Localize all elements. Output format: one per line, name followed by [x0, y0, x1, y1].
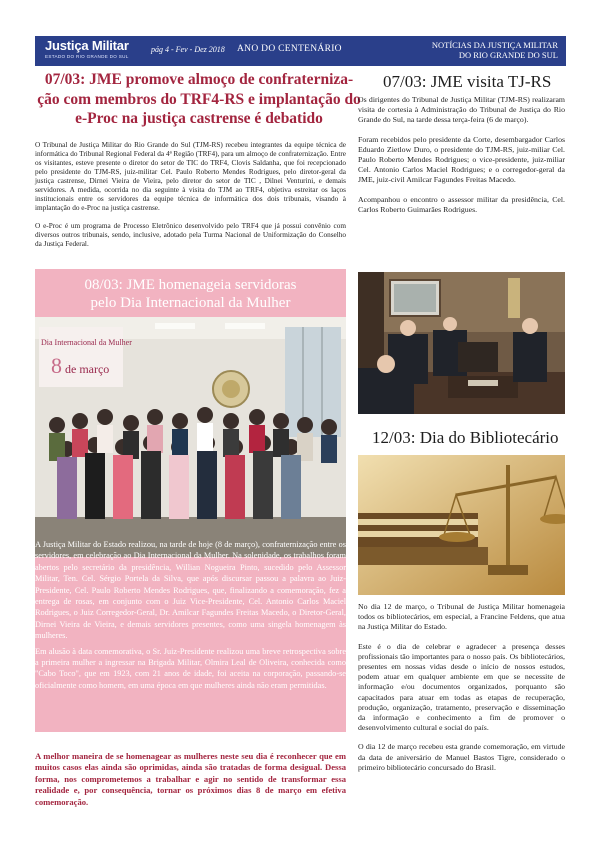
- womens-day-title-line2: pelo Dia Internacional da Mulher: [90, 295, 291, 311]
- womens-day-paragraph: A Justiça Militar do Estado realizou, na tarde de hoje (8 de março), confraternização entre os servidores, em celebração ao Dia Internacional da Mulher. Na solenidade, os trabalhos foram abertos pelo secretário da presidência, Willian Nogueira Pinto, sucedido pelo Assessor Militar, Ten. Cel. Sérgio Portela da Silva, que após discursar passou a palavra ao Juiz-Presidente, Cel. Paulo Roberto Mendes Rodrigues, que, finalizando a comemoração, fez a entrega de rosas, em conjunto com o Juiz Vice-Presidente, Cel. Antonio Carlos Maciel Rodrigues, o Juiz Corregedor-Geral, Dr. Amilcar Fagundes Freitas Macedo, o Diretor-Geral, Dirnei Vieira de Vieira, e demais servidores presentes, como uma singela homenagem às mulheres.: [35, 540, 346, 641]
- tj-visit-photo: [358, 272, 565, 414]
- newsletter-name: [398, 40, 558, 60]
- main-title-line1: 07/03: JME promove almoço de confraterniza-: [44, 71, 354, 88]
- womens-day-group-photo: [35, 317, 346, 557]
- librarian-paragraph: No dia 12 de março, o Tribunal de Justiça Militar homenageia todos os bibliotecários, em especial, a Francine Feldens, que atua na Justiça Militar do Estado.: [358, 602, 565, 632]
- main-title-line2: ção com membros do TRF4-RS e implantação do: [37, 90, 361, 108]
- womens-day-text: [35, 539, 346, 695]
- banner-date: de março: [65, 362, 110, 376]
- womens-day-title-line1: 08/03: JME homenageia servidoras: [84, 277, 297, 293]
- meeting-photo-illustration: [358, 272, 565, 414]
- main-article-paragraph: O Tribunal de Justiça Militar do Rio Grande do Sul (TJM-RS) recebeu integrantes da equipe técnica de informática do Tribunal Regional Federal da 4ª Região (TRF4), para um almoço de confraternização. Entre os visitantes, esteve presente o diretor do setor de TIC do TRF4, Clovis Saldanha, que foi recepcionado pelo presidente do TJM-RS, juiz-militar Cel. Paulo Roberto Mendes Rodrigues, pelo diretor-geral da justiça castrense, Dirnei Vieira de Vieira, pelo diretor do setor de TIC , Dilnei Venturini, e demais servidores. A medida, ocorrida no dia seguinte à visita do TJM ao TRF4, objetiva estreitar os laços institucionais entre os servidores da equipe técnica de informática dos dois tribunais, visando à implantação do e-Proc na justiça castrense.: [35, 141, 346, 213]
- librarian-photo: [358, 455, 565, 595]
- banner-title: Dia Internacional da Mulher: [41, 338, 132, 347]
- womens-day-box: [35, 269, 346, 732]
- logo-subtitle: ESTADO DO RIO GRANDE DO SUL: [45, 54, 129, 59]
- banner-number: 8: [51, 353, 62, 378]
- logo-name: Justiça Militar: [45, 38, 129, 53]
- centenary-title: ANO DO CENTENÁRIO: [237, 44, 342, 54]
- justica-militar-logo: [41, 38, 139, 64]
- womens-day-title: [35, 276, 346, 312]
- scales-books-illustration: [358, 455, 565, 595]
- page-header: [35, 36, 566, 66]
- main-title-line3: e-Proc na justiça castrense é debatido: [75, 110, 323, 127]
- tj-visit-paragraph: Os dirigentes do Tribunal de Justiça Militar (TJM-RS) realizaram visita de cortesia à Administração do Tribunal de Justiça do Rio Grande do Sul, na tarde dessa terça-feira (6 de março).: [358, 95, 565, 125]
- librarian-paragraph: O dia 12 de março recebeu esta grande comemoração, em virtude da data de aniversário de Manuel Bastos Tigre, considerado o primeiro bibliotecário concursado do Brasil.: [358, 742, 565, 772]
- group-photo-illustration: [35, 317, 346, 557]
- main-article-title: [35, 70, 363, 129]
- tj-visit-title: 07/03: JME visita TJ-RS: [383, 72, 552, 91]
- librarian-body: [358, 602, 565, 782]
- librarian-title: 12/03: Dia do Bibliotecário: [372, 428, 559, 447]
- page-info: pág 4 - Fev - Dez 2018: [151, 45, 225, 54]
- newsletter-name-line1: NOTÍCIAS DA JUSTIÇA MILITAR: [431, 40, 558, 50]
- womens-day-paragraph: Em alusão à data comemorativa, o Sr. Juiz-Presidente realizou uma breve retrospectiva sobre a primeira mulher a ingressar na Brigada Militar, Olmira Leal de Oliveira, conhecida como "Cabo Toco", que em 1923, com 21 anos de idade, foi aceita na corporação, passando-se oficialmente como homem, em uma época em que mulheres ainda não eram permitidas.: [35, 646, 346, 690]
- tj-visit-body: [358, 95, 565, 224]
- tj-visit-paragraph: Foram recebidos pelo presidente da Corte, desembargador Carlos Eduardo Zietlow Duro, o presidente do TJM-RS, juiz-miliar Cel. Paulo Roberto Mendes Rodrigues; o vice-presidente, juiz-miliar Cel. Antonio Carlos Maciel Rodrigues; e o corregedor-geral da JME, juiz-civil Amilcar Fagundes Freitas Macedo.: [358, 134, 565, 185]
- tj-visit-paragraph: Acompanhou o encontro o assessor militar da presidência, Cel. Carlos Roberto Guimarães Rodrigues.: [358, 194, 565, 214]
- newsletter-name-line2: DO RIO GRANDE DO SUL: [458, 50, 558, 60]
- main-article-body: [35, 141, 346, 259]
- librarian-paragraph: Este é o dia de celebrar e agradecer a presença desses profissionais tão importantes para o nosso país. Os bibliotecários, presentes em nossas vidas desde o início de nossos estudos, podem atuar em qualquer ambiente em que se necessite de informação e/ou documentos organizados, porquanto são capacitados para atuar em todas as etapas de recuperação, produção, organização, tratamento, preservação e disseminação da informação e conhecimento a fim de promover o desenvolvimento cultural e social do país.: [358, 641, 565, 733]
- main-article-paragraph: O e-Proc é um programa de Processo Eletrônico desenvolvido pelo TRF4 que já possui convênio com diversos outros tribunais, sendo, inclusive, adotado pela Turma Nacional de Uniformização do Conselho da Justiça Federal.: [35, 222, 346, 249]
- closing-text: A melhor maneira de se homenagear as mulheres neste seu dia é reconhecer que em muitos casos elas ainda são oprimidas, ainda são tratadas de forma desigual. Dessa forma, nos comprometemos a trabalhar e agir no sentido de transformar essa realidade e, por consequência, tornar os próximos dias 8 de março em efetiva comemoração.: [35, 751, 346, 807]
